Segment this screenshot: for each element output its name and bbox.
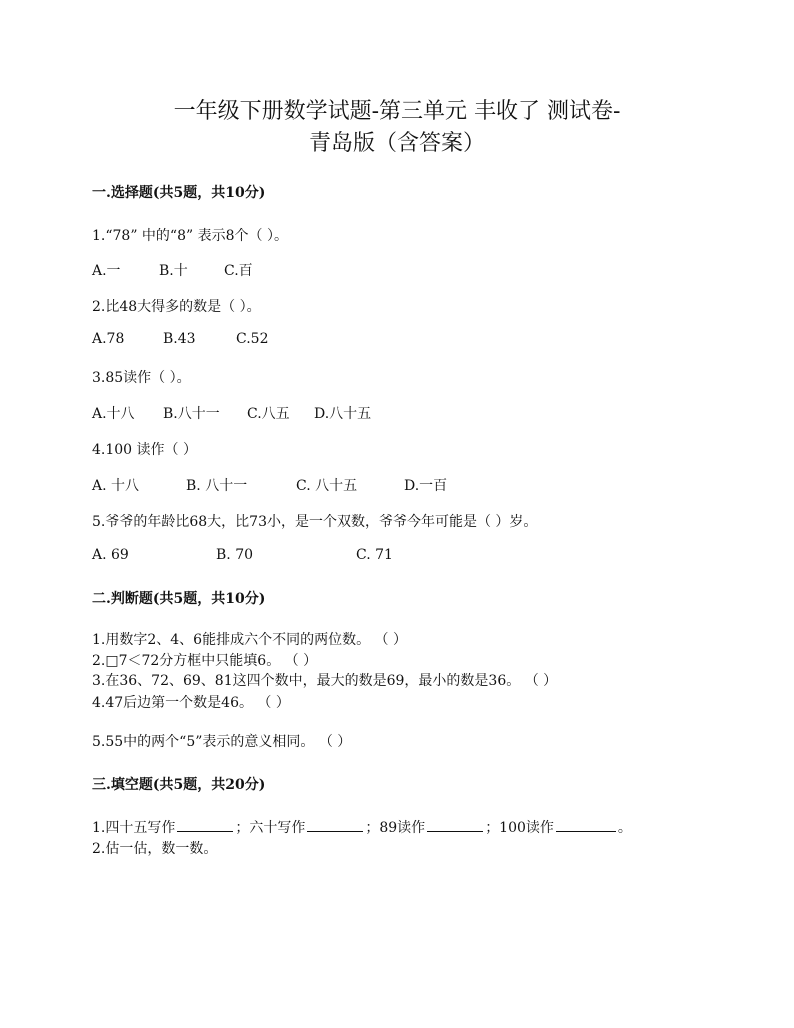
q3-1-part5: 。 [617,820,632,836]
q1-3-option-c: C.八五 [247,406,290,422]
q1-4-stem: 4.100 读作（ ） [92,442,197,458]
q3-1-part3: ；89读作 [365,820,426,836]
q2-1: 1.用数字2、4、6能排成六个不同的两位数。 （ ） [92,632,407,648]
q3-1-part2: ；六十写作 [235,820,306,836]
q2-4: 4.47后边第一个数是46。 （ ） [92,695,290,711]
q1-2-option-b: B.43 [163,331,196,347]
q3-1 [92,817,632,837]
q1-1-option-a: A.一 [92,263,121,279]
q1-3-stem: 3.85读作（ ）。 [92,370,191,386]
q1-2-option-a: A.78 [92,331,125,347]
section2-heading: 二.判断题(共5题，共10分) [92,591,266,607]
q2-3: 3.在36、72、69、81这四个数中，最大的数是69，最小的数是36。 （ ） [92,673,558,689]
q2-5: 5.55中的两个“5”表示的意义相同。 （ ） [92,734,352,750]
q1-3-option-d: D.八十五 [314,406,372,422]
q3-2: 2.估一估，数一数。 [92,841,218,857]
q1-1-stem: 1.“78” 中的“8” 表示8个（ ）。 [92,228,288,244]
page-title-line2: 青岛版（含答案） [308,131,485,156]
q1-4-option-a: A. 十八 [92,478,140,494]
q1-2-stem: 2.比48大得多的数是（ ）。 [92,299,261,315]
q3-1-blank2[interactable] [307,819,363,832]
section3-heading: 三.填空题(共5题，共20分) [92,777,266,793]
q3-1-blank1[interactable] [177,819,233,832]
q3-1-blank3[interactable] [427,819,483,832]
q1-5-option-a: A. 69 [92,547,129,563]
section1-heading: 一.选择题(共5题，共10分) [92,185,266,201]
q1-4-option-b: B. 八十一 [186,478,248,494]
page-title-line1: 一年级下册数学试题-第三单元 丰收了 测试卷- [173,99,621,124]
q1-5-option-b: B. 70 [216,547,254,563]
q1-3-option-b: B.八十一 [163,406,220,422]
q1-3-option-a: A.十八 [92,406,135,422]
q1-5-option-c: C. 71 [356,547,393,563]
q1-4-option-c: C. 八十五 [296,478,358,494]
q1-1-option-c: C.百 [224,263,253,279]
q3-1-part4: ；100读作 [485,820,554,836]
q3-1-blank4[interactable] [556,819,616,832]
q1-2-option-c: C.52 [236,331,269,347]
q1-4-option-d: D.一百 [404,478,448,494]
q3-1-part1: 1.四十五写作 [92,820,176,836]
q2-2: 2.□7＜72分方框中只能填6。 （ ） [92,653,318,669]
q1-5-stem: 5.爷爷的年龄比68大，比73小，是一个双数，爷爷今年可能是（ ）岁。 [92,514,538,530]
q1-1-option-b: B.十 [159,263,188,279]
